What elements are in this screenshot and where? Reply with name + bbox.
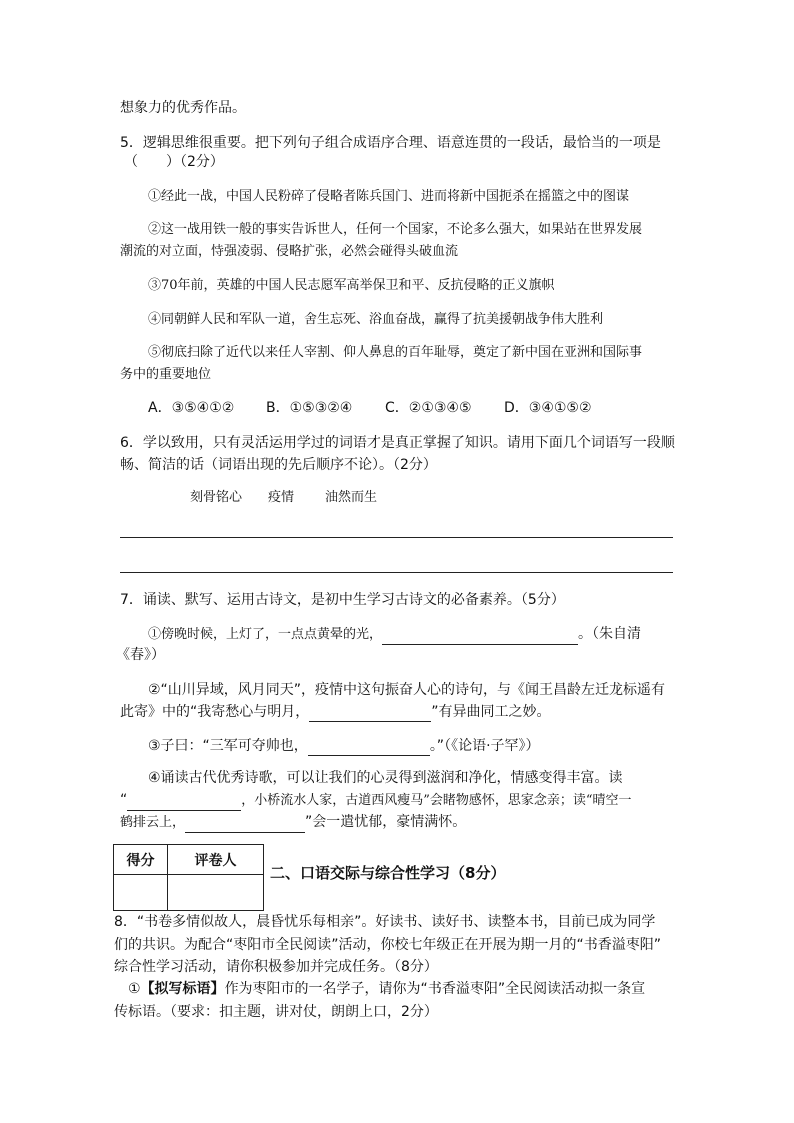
grade-table [113, 844, 264, 911]
q7-item2-line1: ②“山川异域，风月同天”，疫情中这句振奋人心的诗句，与《闻王昌龄左迁龙标遥有 [148, 682, 666, 698]
intro-tail: 想象力的优秀作品。 [120, 100, 246, 116]
q6-stem-line2: 畅、简洁的话（词语出现的先后顺序不论）。（2分） [120, 457, 437, 473]
q7-item3-text: ③子曰：“三军可夺帅也， [148, 738, 308, 754]
q7-item4-quote-open: “ [120, 792, 128, 808]
q7-item1-source-end: 《春》） [116, 647, 165, 663]
q7-item2-tail: ”有异曲同工之妙。 [431, 704, 551, 720]
q6-word-3: 油然而生 [325, 490, 378, 505]
grade-score-header: 得分 [114, 845, 168, 875]
q7-item4-blank2[interactable] [185, 818, 305, 833]
q8-line1: 8．“书卷多情似故人，晨昏忧乐每相亲”。好读书、读好书、读整本书，目前已成为同学 [114, 914, 656, 930]
q6-answer-line-1[interactable] [120, 537, 673, 538]
q7-item1-source: 。（朱自清 [578, 626, 642, 642]
q5-option-b: B．①⑤③②④ [266, 400, 353, 416]
q7-item4-line2: ，小桥流水人家，古道西风瘦马”会睹物感怀，思家念亲；读“晴空一 [241, 793, 632, 808]
q7-item4-blank1[interactable] [127, 796, 241, 811]
q5-option-a: A．③⑤④①② [148, 400, 235, 416]
section2-title: 二、口语交际与综合性学习（8分） [270, 864, 506, 882]
q6-word-2: 疫情 [268, 490, 295, 505]
q5-sentence-3: ③70年前，英雄的中国人民志愿军高举保卫和平、反抗侵略的正义旗帜 [148, 278, 555, 293]
q8-task1-text: 作为枣阳市的一名学子，请你为“书香溢枣阳”全民阅读活动拟一条宣 [224, 981, 646, 997]
q5-option-d: D．③④①⑤② [504, 400, 592, 416]
q7-item1-text: ①傍晚时候，上灯了，一点点黄晕的光， [148, 627, 383, 642]
q5-stem-line1: 5．逻辑思维很重要。把下列句子组合成语序合理、语意连贯的一段话，最恰当的一项是 [120, 135, 661, 151]
q6-answer-line-2[interactable] [120, 572, 673, 573]
q7-item3-source: 。”（《论语·子罕》） [429, 738, 540, 754]
q8-line3: 综合性学习活动，请你积极参加并完成任务。（8分） [114, 959, 438, 975]
q5-sentence-1: ①经此一战，中国人民粉碎了侵略者陈兵国门、进而将新中国扼杀在摇篮之中的图谋 [148, 189, 630, 204]
q7-item4-line3: 鹤排云上， [120, 815, 186, 830]
q6-word-1: 刻骨铭心 [190, 490, 243, 505]
q8-line2: 们的共识。为配合“枣阳市全民阅读”活动，你校七年级正在开展为期一月的“书香溢枣阳” [114, 937, 662, 953]
q7-item2-text: 此寄》中的“我寄愁心与明月， [120, 704, 310, 720]
q7-item2-blank[interactable] [309, 707, 431, 722]
grade-grader-header: 评卷人 [168, 845, 264, 875]
q5-sentence-2b: 潮流的对立面，恃强凌弱、侵略扩张，必然会碰得头破血流 [120, 244, 459, 259]
grade-score-cell[interactable] [114, 875, 168, 911]
q5-sentence-5a: ⑤彻底扫除了近代以来任人宰割、仰人鼻息的百年耻辱，奠定了新中国在亚洲和国际事 [148, 345, 643, 360]
grade-grader-cell[interactable] [168, 875, 264, 911]
q7-stem: 7．诵读、默写、运用古诗文，是初中生学习古诗文的必备素养。（5分） [120, 592, 565, 608]
q7-item1-blank[interactable] [382, 630, 578, 645]
q6-stem-line1: 6．学以致用，只有灵活运用学过的词语才是真正掌握了知识。请用下面几个词语写一段顺 [120, 435, 675, 451]
q7-item3-blank[interactable] [308, 741, 430, 756]
q7-item4-line1: ④诵读古代优秀诗歌，可以让我们的心灵得到滋润和净化，情感变得丰富。读 [148, 770, 623, 786]
q5-option-c: C．②①③④⑤ [385, 400, 472, 416]
q5-stem-line2: （ ）（2分） [124, 154, 224, 170]
q5-sentence-4: ④同朝鲜人民和军队一道，舍生忘死、浴血奋战，赢得了抗美援朝战争伟大胜利 [148, 312, 604, 327]
q8-task1-heading: 【拟写标语】 [140, 981, 225, 997]
q5-sentence-5b: 务中的重要地位 [120, 367, 212, 382]
q5-sentence-2a: ②这一战用铁一般的事实告诉世人，任何一个国家，不论多么强大，如果站在世界发展 [148, 222, 643, 237]
q8-task1-number: ① [128, 981, 141, 997]
q7-item4-tail: ”会一遣忧郁，豪情满怀。 [305, 814, 467, 830]
q8-task1-requirements: 传标语。（要求：扣主题，讲对仗，朗朗上口，2分） [114, 1004, 438, 1020]
